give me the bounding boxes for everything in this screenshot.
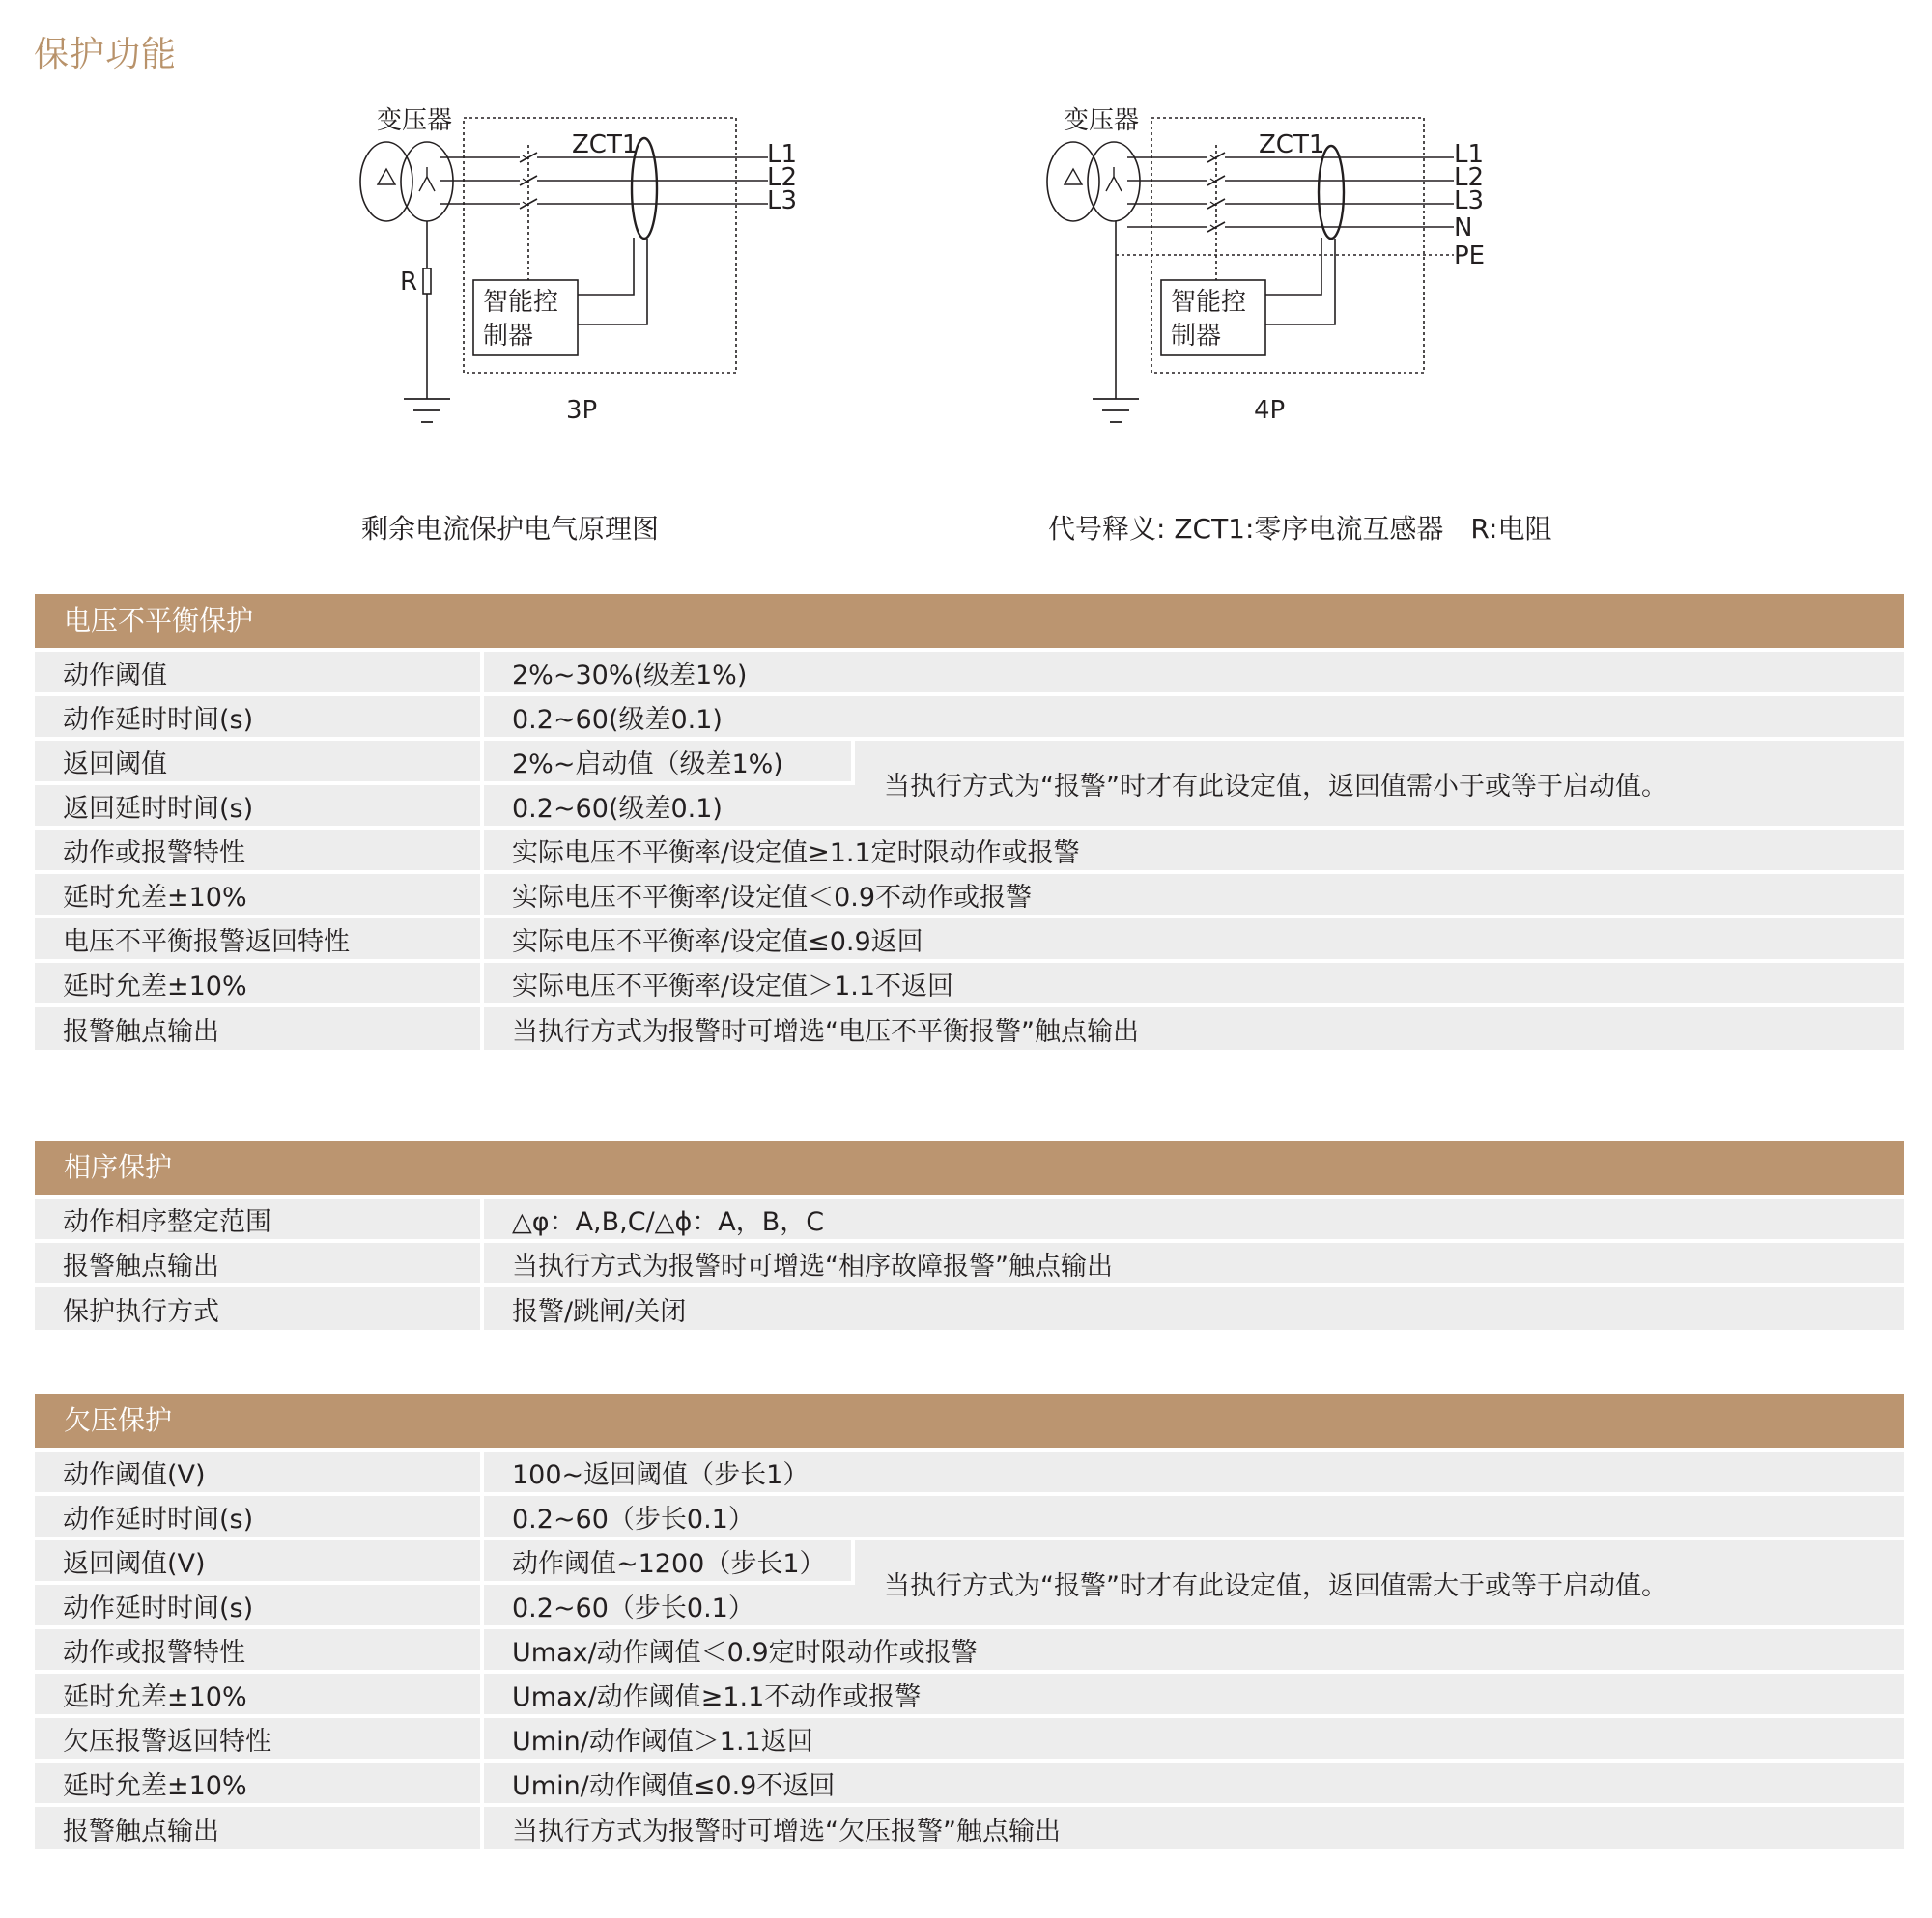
line-label: L1 (767, 140, 798, 169)
table-row (35, 1005, 1904, 1050)
controller-label: 智能控 (1171, 288, 1247, 317)
row-value: 实际电压不平衡率/设定值≥1.1定时限动作或报警 (482, 828, 1904, 872)
row-label: 报警触点输出 (35, 1241, 482, 1285)
table-row (35, 961, 1904, 1005)
row-value: 0.2~60（步长0.1） (482, 1583, 853, 1627)
row-label: 电压不平衡报警返回特性 (35, 917, 482, 961)
ct-label: ZCT1 (572, 130, 639, 159)
controller-label: 制器 (483, 322, 534, 351)
section-voltage-unbalance (35, 594, 1904, 1050)
caption-left: 剩余电流保护电气原理图 (361, 513, 660, 545)
row-label: 动作或报警特性 (35, 1627, 482, 1672)
section-phase-sequence (35, 1141, 1904, 1330)
row-value: Umax/动作阈值≥1.1不动作或报警 (482, 1672, 1904, 1716)
line-label: L2 (767, 163, 798, 192)
delta-symbol (1065, 169, 1082, 184)
transformer-secondary-coil (1088, 142, 1140, 221)
zct1-sensor (1319, 146, 1344, 239)
row-note: 当执行方式为“报警”时才有此设定值，返回值需小于或等于启动值。 (853, 739, 1904, 828)
row-value: 0.2~60(级差0.1) (482, 783, 853, 828)
section-undervoltage (35, 1394, 1904, 1849)
row-value: 报警/跳闸/关闭 (482, 1285, 1904, 1330)
table-row (35, 1197, 1904, 1241)
section-title: 相序保护 (35, 1141, 1904, 1195)
row-value: 实际电压不平衡率/设定值＜0.9不动作或报警 (482, 872, 1904, 917)
spec-table (35, 1448, 1904, 1849)
line-label: PE (1454, 241, 1486, 270)
table-row (35, 917, 1904, 961)
row-label: 延时允差±10% (35, 1672, 482, 1716)
table-row (35, 872, 1904, 917)
row-label: 返回阈值(V) (35, 1538, 482, 1583)
line-label: L1 (1454, 140, 1485, 169)
circuit-diagrams (0, 0, 1932, 579)
resistor (423, 268, 431, 294)
pole-label: 4P (1254, 396, 1286, 425)
section-title: 欠压保护 (35, 1394, 1904, 1448)
row-value: △φ：A,B,C/△ϕ：A，B，C (482, 1197, 1904, 1241)
row-label: 延时允差±10% (35, 872, 482, 917)
table-row (35, 1285, 1904, 1330)
row-label: 动作或报警特性 (35, 828, 482, 872)
table-row (35, 1241, 1904, 1285)
table-row (35, 650, 1904, 694)
transformer-label: 变压器 (1064, 106, 1140, 135)
controller-label: 智能控 (483, 288, 559, 317)
row-label: 动作相序整定范围 (35, 1197, 482, 1241)
row-label: 动作阈值(V) (35, 1450, 482, 1494)
table-row (35, 1805, 1904, 1849)
table-row (35, 1538, 1904, 1583)
transformer-primary-coil (360, 142, 412, 221)
row-label: 返回延时时间(s) (35, 783, 482, 828)
row-value: 2%~30%(级差1%) (482, 650, 1904, 694)
table-row (35, 694, 1904, 739)
pole-label: 3P (566, 396, 598, 425)
table-row (35, 1761, 1904, 1805)
row-value: Umax/动作阈值＜0.9定时限动作或报警 (482, 1627, 1904, 1672)
delta-symbol (378, 169, 395, 184)
row-label: 延时允差±10% (35, 961, 482, 1005)
star-symbol (419, 177, 435, 191)
row-label: 返回阈值 (35, 739, 482, 783)
table-row (35, 1627, 1904, 1672)
row-value: Umin/动作阈值≤0.9不返回 (482, 1761, 1904, 1805)
row-label: 动作阈值 (35, 650, 482, 694)
spec-table (35, 1195, 1904, 1330)
diagram-4p (1047, 118, 1454, 422)
table-row (35, 1450, 1904, 1494)
table-row (35, 1716, 1904, 1761)
row-label: 动作延时时间(s) (35, 1494, 482, 1538)
transformer-label: 变压器 (377, 106, 453, 135)
row-value: 0.2~60(级差0.1) (482, 694, 1904, 739)
row-label: 报警触点输出 (35, 1005, 482, 1050)
row-value: 当执行方式为报警时可增选“欠压报警”触点输出 (482, 1805, 1904, 1849)
row-label: 延时允差±10% (35, 1761, 482, 1805)
row-value: 2%~启动值（级差1%) (482, 739, 853, 783)
page-title: 保护功能 (34, 35, 178, 74)
line-label: N (1454, 213, 1473, 242)
row-value: 当执行方式为报警时可增选“相序故障报警”触点输出 (482, 1241, 1904, 1285)
line-label: L3 (767, 186, 798, 215)
row-value: 0.2~60（步长0.1） (482, 1494, 1904, 1538)
star-symbol (1106, 177, 1122, 191)
table-row (35, 739, 1904, 783)
table-row (35, 1672, 1904, 1716)
transformer-primary-coil (1047, 142, 1099, 221)
row-label: 保护执行方式 (35, 1285, 482, 1330)
row-label: 动作延时时间(s) (35, 1583, 482, 1627)
row-value: 当执行方式为报警时可增选“电压不平衡报警”触点输出 (482, 1005, 1904, 1050)
section-title: 电压不平衡保护 (35, 594, 1904, 648)
caption-right: 代号释义: ZCT1:零序电流互感器 R:电阻 (1048, 513, 1552, 545)
table-row (35, 828, 1904, 872)
row-note: 当执行方式为“报警”时才有此设定值，返回值需大于或等于启动值。 (853, 1538, 1904, 1627)
row-value: 实际电压不平衡率/设定值≤0.9返回 (482, 917, 1904, 961)
row-label: 欠压报警返回特性 (35, 1716, 482, 1761)
row-value: 实际电压不平衡率/设定值＞1.1不返回 (482, 961, 1904, 1005)
controller-label: 制器 (1171, 322, 1222, 351)
diagram-3p (360, 118, 768, 422)
resistor-label: R (400, 268, 418, 296)
row-value: 100~返回阈值（步长1） (482, 1450, 1904, 1494)
line-label: L2 (1454, 163, 1485, 192)
ct-label: ZCT1 (1259, 130, 1325, 159)
spec-table (35, 648, 1904, 1050)
table-row (35, 1494, 1904, 1538)
row-value: 动作阈值~1200（步长1） (482, 1538, 853, 1583)
row-label: 报警触点输出 (35, 1805, 482, 1849)
line-label: L3 (1454, 186, 1485, 215)
transformer-secondary-coil (401, 142, 453, 221)
row-value: Umin/动作阈值＞1.1返回 (482, 1716, 1904, 1761)
row-label: 动作延时时间(s) (35, 694, 482, 739)
